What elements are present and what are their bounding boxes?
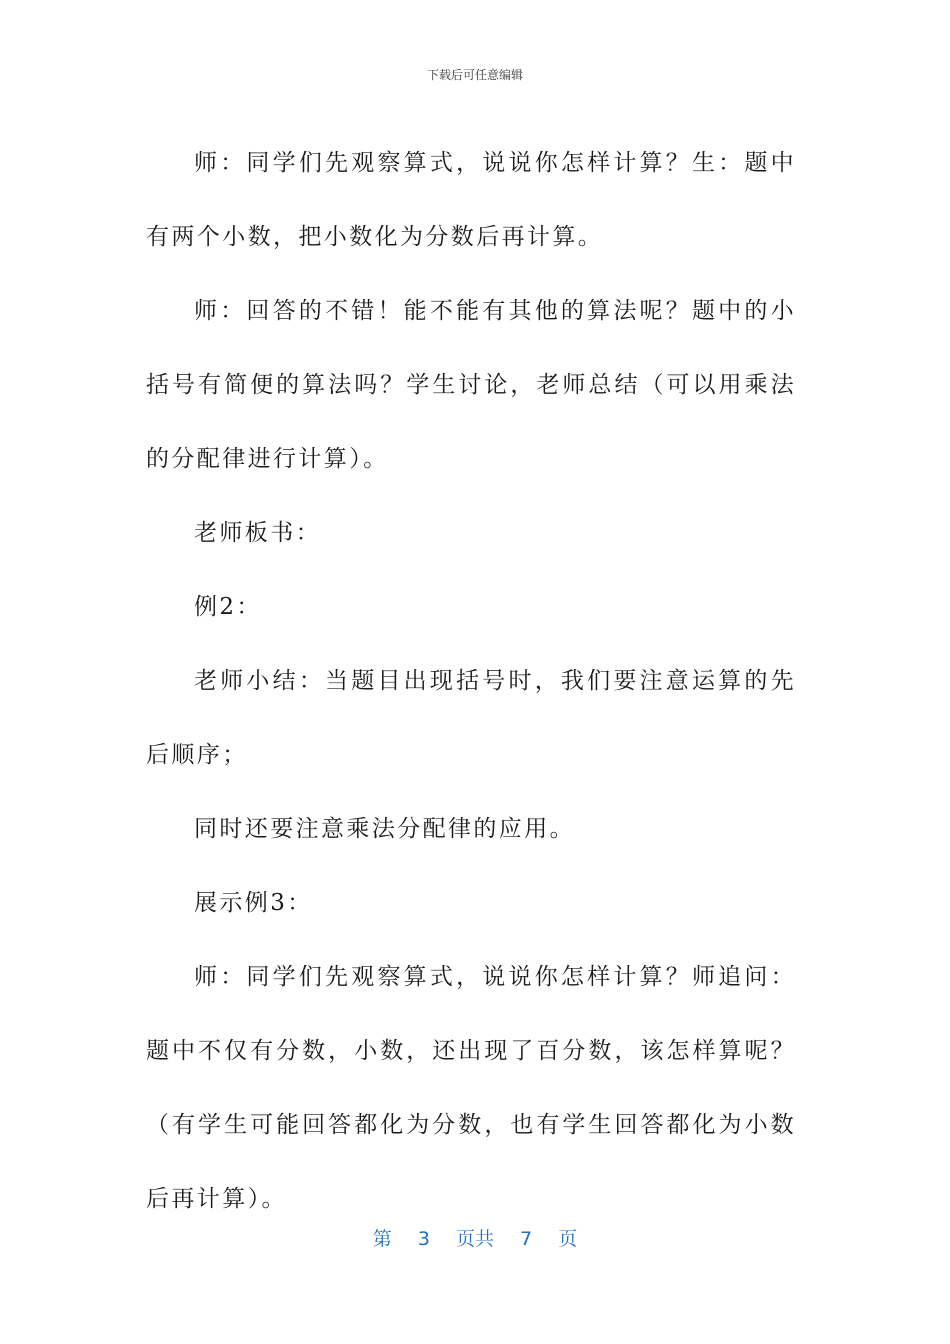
paragraph: 同时还要注意乘法分配律的应用。 [194, 816, 575, 842]
paragraph: 师：同学们先观察算式，说说你怎样计算？生：题中有两个小数，把小数化为分数后再计算。 [146, 150, 796, 250]
footer-suffix: 页 [558, 1228, 578, 1250]
paragraph: 例2： [194, 594, 262, 620]
footer-prefix: 第 [372, 1228, 392, 1250]
current-page-number: 3 [417, 1228, 430, 1250]
paragraph: 老师小结：当题目出现括号时，我们要注意运算的先后顺序； [146, 668, 796, 768]
page-footer [0, 1224, 950, 1251]
paragraph: 师：同学们先观察算式，说说你怎样计算？师追问：题中不仅有分数，小数，还出现了百分数，该怎样算呢？（有学生可能回答都化为分数，也有学生回答都化为小数后再计算）。 [146, 964, 796, 1212]
paragraph: 展示例3： [194, 890, 313, 916]
page-header: 下载后可任意编辑 [426, 68, 523, 82]
document-body [146, 126, 796, 1236]
total-page-count: 7 [520, 1228, 533, 1250]
footer-middle: 页共 [455, 1228, 494, 1250]
paragraph: 老师板书： [194, 520, 321, 546]
paragraph: 师：回答的不错！能不能有其他的算法呢？题中的小括号有简便的算法吗？学生讨论，老师总结（可以用乘法的分配律进行计算）。 [146, 298, 796, 472]
